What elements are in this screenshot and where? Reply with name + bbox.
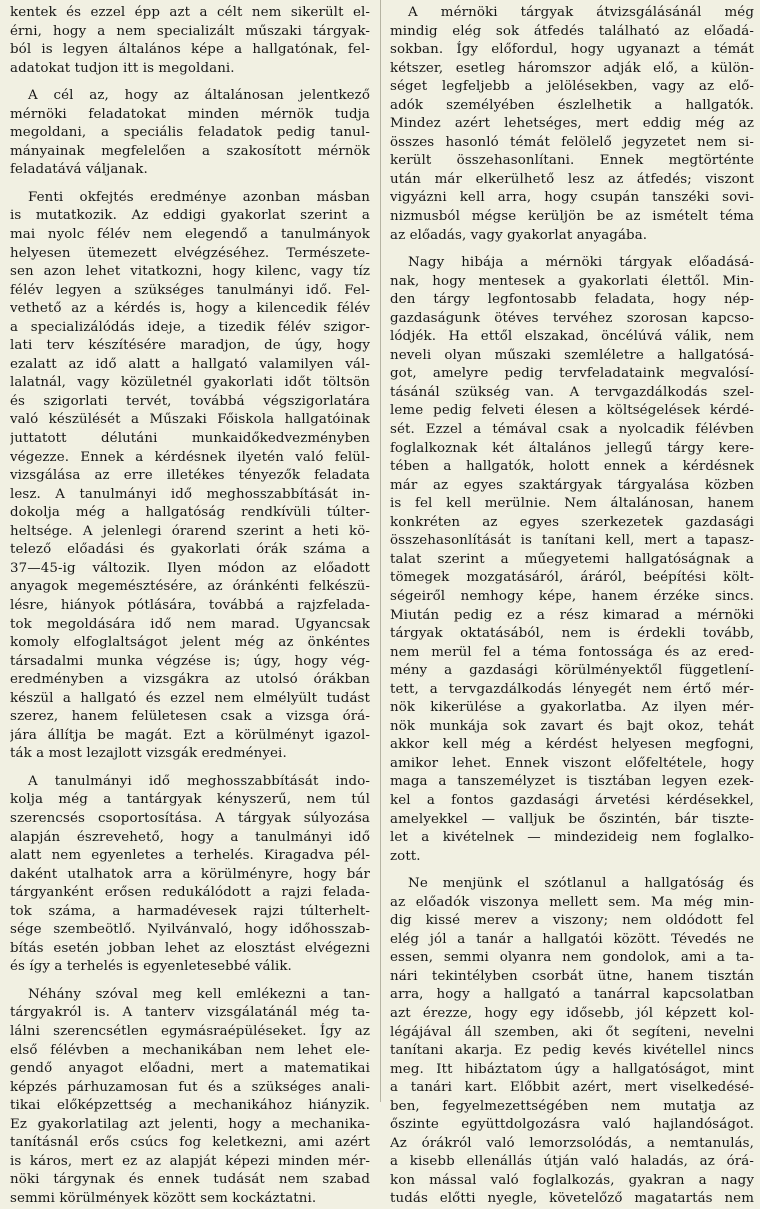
text-line: talat szerint a műegyetemi hallgatóságnak a xyxy=(390,551,754,567)
text-line: lésre, hiányok pótlására, továbbá a rajzfelada- xyxy=(10,597,370,613)
text-line: félév legyen a szükséges tanulmányi idő. Fel- xyxy=(10,282,370,298)
text-line: tárgyakról is. A tanterv vizsgálatánál még ta- xyxy=(10,1005,370,1021)
text-line: nök munkája sok zavart és bajt okoz, tehát xyxy=(390,718,754,734)
text-line: Néhány szóval meg kell emlékezni a tan- xyxy=(28,986,370,1002)
text-line: tárgyanként erősen redukálódott a rajzi felada- xyxy=(10,885,370,901)
text-line: tok száma, a harmadévesek rajzi túlterhelt- xyxy=(10,903,370,919)
text-line: nök kikerülése a gyakorlatba. Az ilyen mér- xyxy=(390,700,754,716)
text-line: már az egyes szaktárgyak tárgyalása közben xyxy=(390,477,754,493)
text-line: is fel kell merülnie. Nem általánosan, hanem xyxy=(390,496,754,512)
text-line: meg. Itt hibáztatom úgy a hallgatóságot, mint xyxy=(390,1061,754,1077)
text-line: is káros, mert ez az alapját képezi minden mér- xyxy=(10,1153,370,1169)
text-line: got, amelyre pedig tervfeladataink megvalósí- xyxy=(390,366,754,382)
text-line: den tárgy legfontosabb feladata, hogy nép- xyxy=(390,292,754,308)
text-line: essen, semmi olyanra nem gondolok, ami a ta- xyxy=(390,950,754,966)
text-line: készül a hallgató és ezzel nem elmélyült tudást xyxy=(10,690,370,706)
text-line: vizsgálása az erre illetékes tényezők feladata xyxy=(10,468,370,484)
paragraph xyxy=(390,875,754,1209)
paragraph-gap xyxy=(10,764,370,773)
text-line: képzés párhuzamosan fut és a szükséges anali- xyxy=(10,1079,370,1095)
text-line: alatt nem egyenletes a terhelés. Kiragadva pél- xyxy=(10,848,370,864)
text-line: megoldani, a speciális feladatok pedig tanul- xyxy=(10,125,370,141)
text-line: tében a hallgatók, holott ennek a kérdésnek xyxy=(390,459,754,475)
text-line: sége szembeötlő. Nyilvánvaló, hogy időhosszab- xyxy=(10,922,370,938)
text-line: első félévben a mechanikában nem lehet ele- xyxy=(10,1042,370,1058)
text-line: őszinte együttdolgozásra való hajlandóságot. xyxy=(390,1117,754,1133)
text-line: amikor lehet. Ennek viszont előfeltétele, hogy xyxy=(390,755,754,771)
text-line: a kisebb ellenállás útján való haladás, az órá- xyxy=(390,1154,754,1170)
text-line: az előadás, vagy gyakorlat anyagába. xyxy=(390,227,648,243)
text-line: jára állítja be magát. Ezt a körülményt igazol- xyxy=(10,727,370,743)
paragraph xyxy=(10,773,370,977)
text-line: konkréten az egyes szerkezetek gazdasági xyxy=(390,514,754,530)
text-line: és szigorlati tervét, továbbá végszigorlatára xyxy=(10,393,370,409)
text-line: ségeiről nemhogy képe, hanem érzéke sincs. xyxy=(390,588,754,604)
column-divider xyxy=(380,0,381,1102)
text-line: Miután pedig ez a rész kimarad a mérnöki xyxy=(390,607,754,623)
text-line: került összehasonlítani. Ennek megtörténte xyxy=(390,153,754,169)
text-line: A cél az, hogy az általánosan jelentkező xyxy=(28,88,370,104)
text-line: maga a tanszemélyzet is tisztában legyen ezek- xyxy=(390,774,754,790)
text-line: tudás előtti nyegle, követelőző magatartás nem xyxy=(390,1191,754,1207)
text-line: foglalkoznak két általános jellegű tárgy kere- xyxy=(390,440,754,456)
text-line: mindig elég sok átfedés található az előadá- xyxy=(390,23,754,39)
text-line: Az órákról való lemorzsolódás, a nemtanulás, xyxy=(390,1135,754,1151)
text-line: mény a gazdasági körülményektől függetlení- xyxy=(390,663,754,679)
text-line: eredményben a vizsgákra az utolsó órákban xyxy=(10,672,370,688)
text-line: lálni szerencsétlen egymásraépüléseket. Így az xyxy=(10,1023,370,1039)
text-line: vethető az a kérdés is, hogy a kilencedik félév xyxy=(10,301,370,317)
text-line: semmi körülmények között sem kockáztatni. xyxy=(10,1190,317,1206)
paragraph-gap xyxy=(10,78,370,87)
text-line: Ne menjünk el szótlanul a hallgatóság és xyxy=(408,876,754,892)
text-line: Fenti okfejtés eredménye azonban másban xyxy=(28,189,370,205)
text-line: sen azon lehet vitatkozni, hogy kilenc, vagy tíz xyxy=(10,264,370,280)
text-line: bítás esetén jobban lehet az elosztást elvégezni xyxy=(10,940,370,956)
text-line: amelyekkel — valljuk be őszintén, bár tiszte- xyxy=(390,811,754,827)
paragraph xyxy=(10,4,370,78)
text-line: légájával áll szemben, aki őt segíteni, nevelni xyxy=(390,1024,754,1040)
text-line: is mutatkozik. Az eddigi gyakorlat szerint a xyxy=(10,208,370,224)
text-line: zott. xyxy=(390,848,421,864)
text-line: társadalmi munka végzése is; úgy, hogy vég- xyxy=(10,653,370,669)
text-line: tanításnál erős csúcs fog keletkezni, ami azért xyxy=(10,1135,370,1151)
text-line: a specializálódás ideje, a tizedik félév szigor- xyxy=(10,319,370,335)
text-line: dokolja még a hallgatóság rendkívüli túlter- xyxy=(10,505,370,521)
text-line: tett, a tervgazdálkodás lényegét nem értő mér- xyxy=(390,681,754,697)
paragraph-gap xyxy=(10,180,370,189)
text-line: után már elkerülhető lesz az átfedés; viszont xyxy=(390,171,754,187)
text-line: komoly elfoglaltságot jelent még az önkéntes xyxy=(10,635,370,651)
text-line: mai nyolc félév nem elegendő a tanulmányok xyxy=(10,227,370,243)
text-line: A tanulmányi idő meghosszabbítását indo- xyxy=(28,773,370,789)
text-line: adók személyében észlelhetik a hallgatók. xyxy=(390,97,754,113)
text-line: dig kissé merev a viszony; nem oldódott fel xyxy=(390,913,754,929)
paragraph xyxy=(10,87,370,180)
text-line: összes hasonló témát felölelő jegyzetet nem si- xyxy=(390,134,754,150)
text-line: vigyázni kell arra, hogy csupán tanszéki sovi- xyxy=(390,190,754,206)
text-line: juttatott délutáni munkaidőkedvezményben xyxy=(10,431,370,447)
text-line: séget legfeljebb a jelölésekben, vagy az elő- xyxy=(390,79,754,95)
text-line: tömegek mozgatásáról, áráról, beépítési költ- xyxy=(390,570,754,586)
text-line: leme pedig felveti élesen a költségelések kérdé- xyxy=(390,403,754,419)
text-line: azt érezze, hogy egy idősebb, jól képzett kol- xyxy=(390,1005,754,1021)
text-line: kon mással való foglalkozás, gyakran a nagy xyxy=(390,1172,754,1188)
text-line: kolja még a tantárgyak kényszerű, nem túl xyxy=(10,792,370,808)
text-line: tárgyak oktatásából, nem is érdekli tovább, xyxy=(390,626,754,642)
text-line: lati terv készítésére maradjon, de úgy, hogy xyxy=(10,338,370,354)
left-column xyxy=(10,4,370,1206)
text-line: nöki tárgynak és ennek tudását nem szabad xyxy=(10,1172,370,1188)
text-line: tikai előképzettség a mechanikához hiányzik. xyxy=(10,1098,370,1114)
text-line: let a kivételnek — mindezideig nem foglalko- xyxy=(390,830,754,846)
text-line: mányainak megfelelően a szakosított mérnök xyxy=(10,143,370,159)
text-line: gazdaságunk ötéves tervéhez szorosan kapcso- xyxy=(390,310,754,326)
paragraph-gap xyxy=(390,866,754,875)
text-line: lesz. A tanulmányi idő meghosszabbítását in- xyxy=(10,486,370,502)
text-line: elég jól a tanár a hallgatói között. Tévedés ne xyxy=(390,931,754,947)
paragraph xyxy=(10,189,370,764)
paragraph-gap xyxy=(10,977,370,986)
text-line: lódjék. Ha ettől elszakad, öncélúvá válik, nem xyxy=(390,329,754,345)
text-line: szerez, hanem felületesen csak a vizsga órá- xyxy=(10,709,370,725)
right-column xyxy=(390,4,754,1207)
text-line: 37—45-ig változik. Ilyen módon az előadott xyxy=(10,560,370,576)
text-line: nem merül fel a téma fontossága és az ered- xyxy=(390,644,754,660)
text-line: végezze. Ennek a kérdésnek ilyetén való felül- xyxy=(10,449,370,465)
paragraph xyxy=(390,254,754,866)
text-line: és így a terhelés is egyenletesebbé válik. xyxy=(10,959,292,975)
text-line: sét. Ezzel a témával csak a nyolcadik félévben xyxy=(390,422,754,438)
text-line: tok megoldására idő nem marad. Ugyancsak xyxy=(10,616,370,632)
text-line: nizmusból mégse kerüljön be az ismételt téma xyxy=(390,209,754,225)
text-line: lalatnál, vagy közületnél gyakorlati időt töltsön xyxy=(10,375,370,391)
text-line: gendő anyagot előadni, mert a matematikai xyxy=(10,1061,370,1077)
text-line: alapján észrevehető, hogy a tanulmányi idő xyxy=(10,829,370,845)
paragraph-gap xyxy=(390,245,754,254)
text-line: arra, hogy a hallgató a tanárral kapcsolatban xyxy=(390,987,754,1003)
text-line: tanítani akarja. Ez pedig kevés kivétellel nincs xyxy=(390,1043,754,1059)
text-line: ben, fegyelmezettségében nem mutatja az xyxy=(390,1098,754,1114)
text-line: feladatává váljanak. xyxy=(10,162,148,178)
text-line: a tanári kart. Előbbit azért, mert viselkedésé- xyxy=(390,1080,754,1096)
text-line: telező előadási és gyakorlati órák száma a xyxy=(10,542,370,558)
text-line: neveli olyan műszaki szemléletre a hallgatósá- xyxy=(390,347,754,363)
paragraph xyxy=(10,986,370,1209)
paragraph xyxy=(390,4,754,245)
text-line: való készülését a Műszaki Főiskola hallgatóinak xyxy=(10,412,370,428)
text-line: kétszer, esetleg háromszor adják elő, a külön- xyxy=(390,60,754,76)
text-line: nári tekintélyben csorbát ütne, hanem tisztán xyxy=(390,968,754,984)
text-line: Mindez azért lehetséges, mert eddig még az xyxy=(390,116,754,132)
text-line: helyesen ütemezett elvégzéséhez. Természete- xyxy=(10,245,370,261)
text-line: Nagy hibája a mérnöki tárgyak előadásá- xyxy=(408,255,754,271)
text-line: adatokat tudjon itt is megoldani. xyxy=(10,60,235,76)
text-line: kel a fontos gazdasági árvetési kérdésekkel, xyxy=(390,792,754,808)
text-line: heltsége. A jelenlegi órarend szerint a heti kö- xyxy=(10,523,370,539)
text-line: ezalatt az idő alatt a hallgató valamilyen vál- xyxy=(10,356,370,372)
text-line: A mérnöki tárgyak átvizsgálásánál még xyxy=(408,5,754,20)
text-line: kentek és ezzel épp azt a célt nem sikerült el- xyxy=(10,5,370,20)
text-line: ták a most lezajlott vizsgák eredményei. xyxy=(10,746,287,762)
text-line: tásánál szükség van. A tervgazdálkodás szel- xyxy=(390,384,754,400)
text-line: akkor kell még a kérdést helyesen megfogni, xyxy=(390,737,754,753)
text-line: érni, hogy a nem specializált műszaki tárgyak- xyxy=(10,23,370,39)
text-line: anyagok megemésztésére, az óránkénti felkészü- xyxy=(10,579,370,595)
text-line: sokban. Így előfordul, hogy ugyanazt a témát xyxy=(390,42,754,58)
text-line: mérnöki feladatokat minden mérnök tudja xyxy=(10,106,370,122)
text-line: nak, hogy mentesek a gyakorlati élettől. Min- xyxy=(390,273,754,289)
text-line: az előadók viszonya mellett sem. Ma még min- xyxy=(390,894,754,910)
text-line: összehasonlítását is tanítani kell, mert a tapasz- xyxy=(390,533,754,549)
text-line: szerencsés csoportosítása. A tárgyak súlyozása xyxy=(10,810,370,826)
text-line: daként utalhatok arra a körülményre, hogy bár xyxy=(10,866,370,882)
text-line: ból is legyen általános képe a hallgatónak, fel- xyxy=(10,42,370,58)
text-line: Ez gyakorlatilag azt jelenti, hogy a mechanika- xyxy=(10,1116,370,1132)
